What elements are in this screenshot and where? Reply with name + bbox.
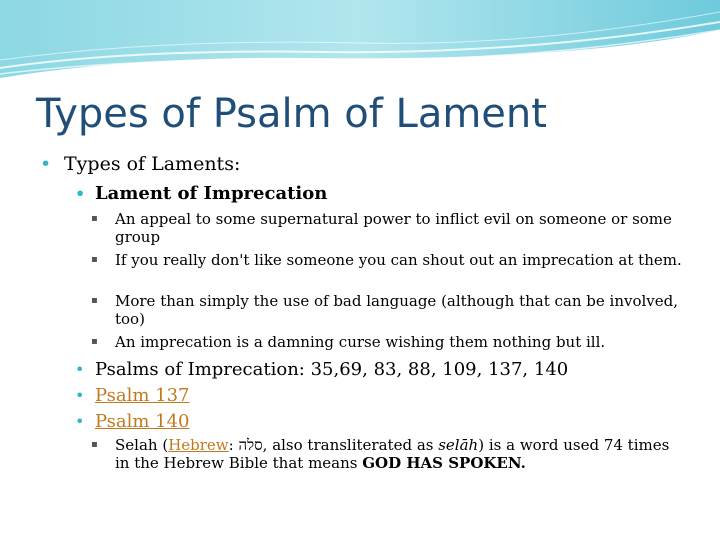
selah-rest: ) is a word used 74 times in the Hebrew Bible that means xyxy=(115,436,670,472)
bullet-dot: • xyxy=(75,412,85,431)
bullet-dot: • xyxy=(75,360,85,379)
point-item xyxy=(91,251,695,269)
bullet-label: Types of Laments: xyxy=(64,153,241,175)
bullet-dot: • xyxy=(75,386,85,405)
selah-open-paren: ( xyxy=(157,436,169,454)
selah-also: , also transliterated as xyxy=(262,436,439,454)
hebrew-link[interactable]: Hebrew xyxy=(168,436,229,454)
point-text: An imprecation is a damning curse wishing them nothing but ill. xyxy=(115,333,606,351)
slide-title: Types of Psalm of Lament xyxy=(36,91,547,137)
selah-transliteration: selāh xyxy=(438,436,479,454)
bullet-dot: ▪ xyxy=(91,336,98,347)
bullet-dot: • xyxy=(40,153,52,175)
psalm-137-link[interactable]: Psalm 137 xyxy=(95,385,190,406)
point-text: If you really don't like someone you can shout out an imprecation at them. xyxy=(115,251,682,269)
selah-item xyxy=(91,436,675,472)
point-text: More than simply the use of bad language (although that can be involved, too) xyxy=(115,292,679,328)
bullet-dot: ▪ xyxy=(91,254,98,265)
header-wave-decoration xyxy=(0,0,720,80)
psalm-140-link[interactable]: Psalm 140 xyxy=(95,411,190,432)
bullet-dot: ▪ xyxy=(91,439,98,450)
bullet-label: Lament of Imprecation xyxy=(95,183,328,204)
point-item xyxy=(91,292,695,328)
point-item xyxy=(91,210,695,246)
bullet-dot: • xyxy=(75,184,86,203)
bullet-dot: ▪ xyxy=(91,213,98,224)
psalms-label: Psalms of Imprecation: xyxy=(95,359,305,380)
point-text: An appeal to some supernatural power to inflict evil on someone or some group xyxy=(115,210,672,246)
hebrew-text: : סלה‎ xyxy=(228,436,263,454)
bullet-dot: ▪ xyxy=(91,295,98,306)
selah-word: Selah xyxy=(115,436,158,454)
point-item xyxy=(91,333,695,351)
selah-emphasis: GOD HAS SPOKEN. xyxy=(362,454,526,472)
psalms-numbers: 35,69, 83, 88, 109, 137, 140 xyxy=(310,359,569,380)
